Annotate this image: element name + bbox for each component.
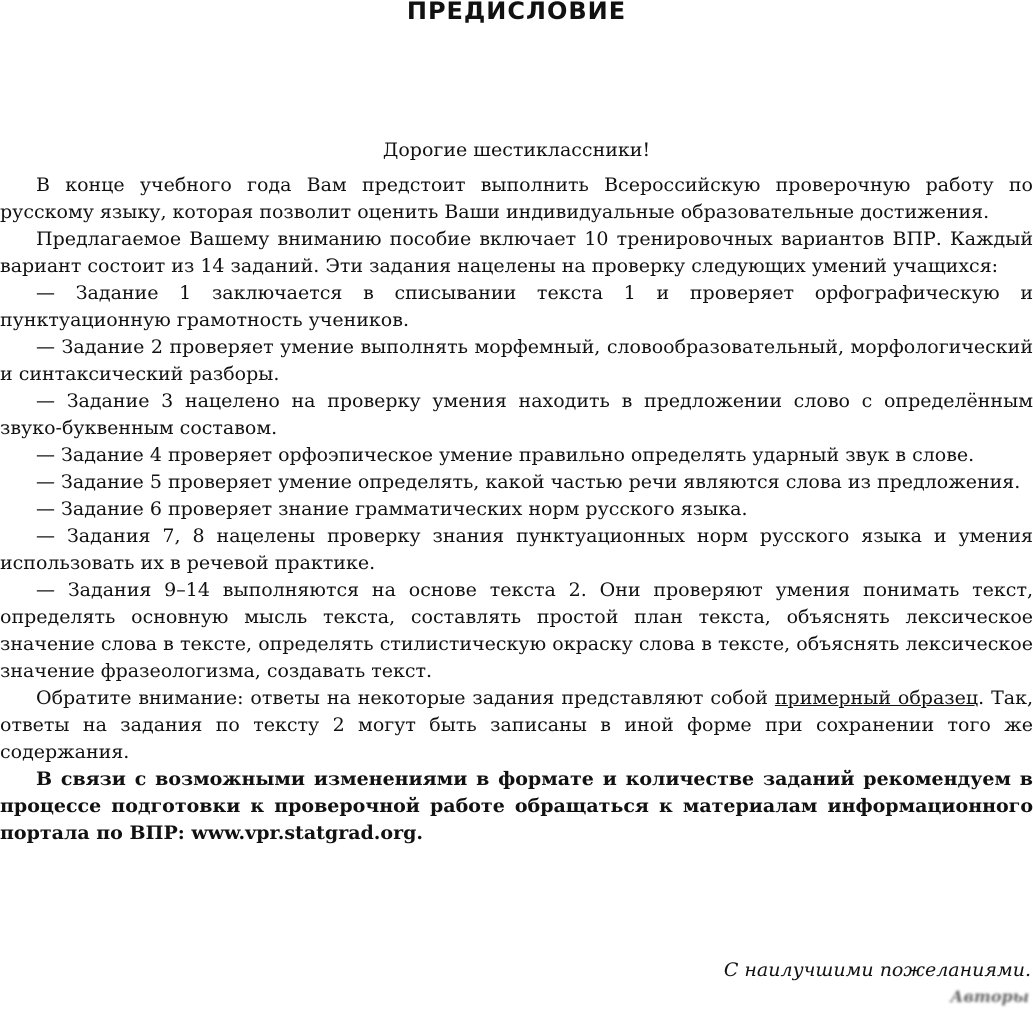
list-item-task-5: — Задание 5 проверяет умение определять, какой частью речи являются слова из предложения. (36, 471, 1021, 493)
list-item-task-4: — Задание 4 проверяет орфоэпическое умение правильно определять ударный звук в слове. (36, 444, 975, 466)
list-item-task-2: — Задание 2 проверяет умение выполнять морфемный, словообразовательный, морфологический и синтаксический разборы. (0, 336, 1033, 385)
paragraph-manual: Предлагаемое Вашему вниманию пособие включает 10 тренировочных вариантов ВПР. Каждый вариант состоит из 14 заданий. Эти задания нацелены на проверку следующих умений учащихся: (0, 228, 1033, 277)
paragraph-intro: В конце учебного года Вам предстоит выполнить Всероссийскую проверочную работу по русскому языку, которая позволит оценить Ваши индивидуальные образовательные достижения. (0, 174, 1033, 223)
list-item-task-6: — Задание 6 проверяет знание грамматических норм русского языка. (36, 498, 748, 520)
note-text-start: Обратите внимание: ответы на некоторые задания представляют собой (36, 687, 775, 709)
author-signature: Авторы (950, 987, 1029, 1006)
list-item-task-3: — Задание 3 нацелено на проверку умения находить в предложении слово с определённым звуко-буквенным составом. (0, 390, 1033, 439)
list-item-task-1: — Задание 1 заключается в списывании текста 1 и проверяет орфографическую и пунктуационную грамотность учеников. (0, 282, 1033, 331)
greeting: Дорогие шестиклассники! (382, 139, 651, 161)
note-text-end: . Так, ответы на задания по тексту 2 могут быть записаны в иной форме при сохранении того же содержания. (0, 687, 1033, 763)
list-item-task-9-14: — Задания 9–14 выполняются на основе текста 2. Они проверяют умения понимать текст, определять основную мысль текста, составлять простой план текста, объяснять лексическое значение слова в тексте, определять стилистическую окраску слова в тексте, объяснять лексическое значение фразеологизма, создавать текст. (0, 579, 1033, 682)
body-text (0, 172, 1033, 847)
paragraph-note (0, 685, 1033, 766)
paragraph-bold-recommendation: В связи с возможными изменениями в формате и количестве заданий рекомендуем в процессе подготовки к проверочной работе обращаться к материалам информационного портала по ВПР: www.vpr.statgrad.org. (0, 768, 1033, 844)
note-underlined-phrase: примерный образец (774, 687, 979, 709)
signoff: С наилучшими пожеланиями. (723, 959, 1031, 981)
page-title: ПРЕДИСЛОВИЕ (406, 0, 627, 25)
list-item-task-7-8: — Задания 7, 8 нацелены проверку знания пунктуационных норм русского языка и умения использовать их в речевой практике. (0, 525, 1033, 574)
